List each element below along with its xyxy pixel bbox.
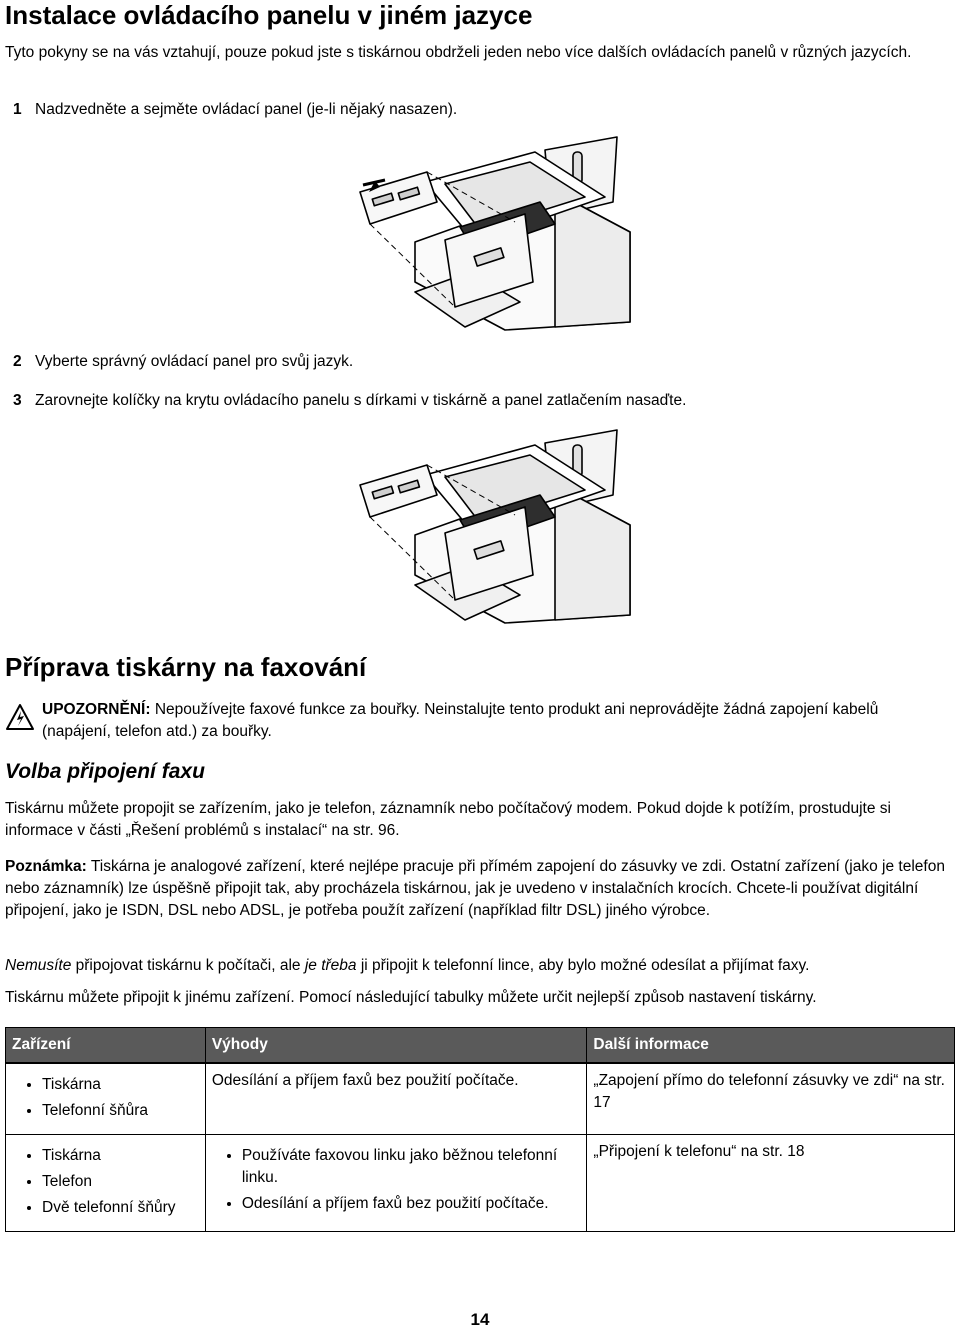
list-item: • Tiskárna	[42, 1074, 199, 1096]
page-number: 14	[470, 1310, 490, 1329]
step-2	[13, 351, 353, 373]
printer-panel-removal-illustration	[355, 132, 640, 337]
intro-paragraph: Tyto pokyny se na vás vztahují, pouze pokud jste s tiskárnou obdrželi jeden nebo více dalších ovládacích panelů v různých jazycích.	[5, 44, 912, 61]
caution-label: UPOZORNĚNÍ:	[42, 701, 151, 718]
column-header: Další informace	[587, 1028, 955, 1064]
note-label: Poznámka:	[5, 858, 87, 875]
list-item: • Tiskárna	[42, 1145, 199, 1167]
warning-icon	[5, 703, 35, 731]
list-item: • Odesílání a příjem faxů bez použití počítače.	[242, 1193, 581, 1215]
step-text: Zarovnejte kolíčky na krytu ovládacího panelu s dírkami v tiskárně a panel zatlačením nasaďte.	[35, 392, 687, 409]
list-item: • Telefonní šňůra	[42, 1100, 199, 1122]
step-1	[13, 99, 457, 121]
table-row	[6, 1063, 955, 1135]
benefits-cell	[205, 1135, 587, 1232]
paragraph-text: připojovat tiskárnu k počítači, ale	[71, 957, 305, 974]
step-number: 2	[13, 353, 22, 370]
step-3	[13, 390, 686, 412]
table-row	[6, 1135, 955, 1232]
caution-notice	[42, 699, 947, 743]
emphasis-text: Nemusíte	[5, 957, 72, 974]
page-title: Instalace ovládacího panelu v jiném jazyce	[5, 0, 533, 30]
fax-setup-table	[5, 1027, 955, 1232]
paragraph-text: ji připojit k telefonní lince, aby bylo možné odesílat a přijímat faxy.	[356, 957, 810, 974]
step-number: 1	[13, 101, 22, 118]
subsection-heading: Volba připojení faxu	[5, 760, 205, 783]
benefits-cell: Odesílání a příjem faxů bez použití počítače.	[205, 1063, 587, 1135]
column-header: Zařízení	[6, 1028, 206, 1064]
step-text: Vyberte správný ovládací panel pro svůj jazyk.	[35, 353, 354, 370]
list-item: • Telefon	[42, 1171, 199, 1193]
caution-text: Nepoužívejte faxové funkce za bouřky. Neinstalujte tento produkt ani neprovádějte žádná zapojení kabelů (napájení, telefon atd.) za bouřky.	[42, 701, 879, 740]
printer-panel-attach-illustration	[355, 425, 640, 630]
column-header: Výhody	[205, 1028, 587, 1064]
connect-paragraph	[5, 955, 955, 977]
step-number: 3	[13, 392, 22, 409]
devices-cell	[6, 1063, 206, 1135]
table-header-row	[6, 1028, 955, 1064]
step-text: Nadzvedněte a sejměte ovládací panel (je-li nějaký nasazen).	[35, 101, 458, 118]
info-cell[interactable]: „Připojení k telefonu“ na str. 18	[587, 1135, 955, 1232]
devices-cell	[6, 1135, 206, 1232]
table-intro-paragraph: Tiskárnu můžete připojit k jinému zařízení. Pomocí následující tabulky můžete určit nejlepší způsob nastavení tiskárny.	[5, 989, 817, 1006]
list-item: • Používáte faxovou linku jako běžnou telefonní linku.	[242, 1145, 581, 1189]
emphasis-text: je třeba	[304, 957, 357, 974]
fax-connection-paragraph: Tiskárnu můžete propojit se zařízením, jako je telefon, záznamník nebo počítačový modem. Pokud dojde k potížím, prostudujte si informace v části „Řešení problémů s instalací“ na str. 96.	[5, 800, 891, 839]
note-paragraph	[5, 856, 955, 922]
note-text: Tiskárna je analogové zařízení, které nejlépe pracuje při přímém zapojení do zásuvky ve zdi. Ostatní zařízení (jako je telefon nebo záznamník) lze úspěšně připojit tak, aby procházela tiskárnou, jak je uvedeno v instalačních krocích. Chcete-li používat digitální připojení, jako je ISDN, DSL nebo ADSL, je potřeba použít zařízení (například filtr DSL) jiného výrobce.	[5, 858, 945, 919]
section-heading: Příprava tiskárny na faxování	[5, 652, 367, 682]
list-item: • Dvě telefonní šňůry	[42, 1197, 199, 1219]
info-cell[interactable]: „Zapojení přímo do telefonní zásuvky ve zdi“ na str. 17	[587, 1063, 955, 1135]
